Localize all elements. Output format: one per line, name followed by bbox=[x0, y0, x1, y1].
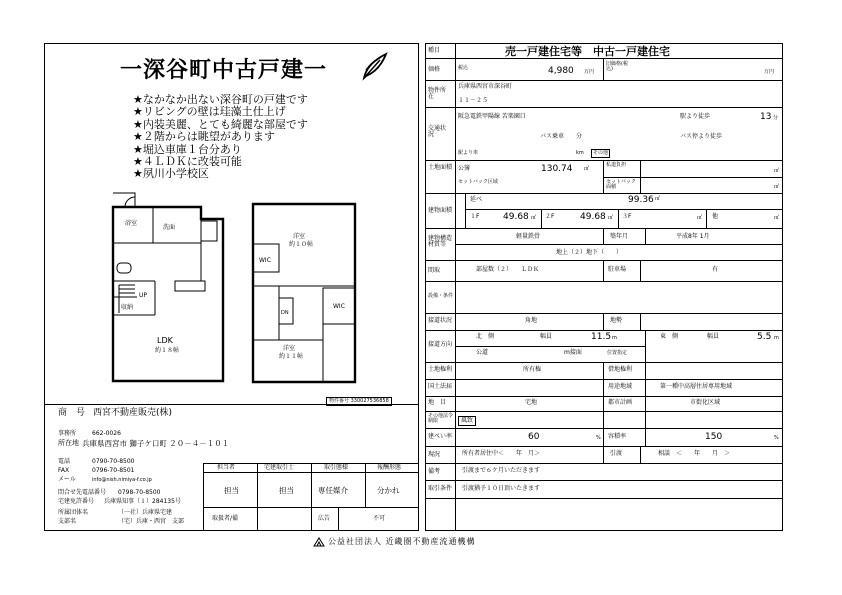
flyer-title: 一深谷町中古戸建一 bbox=[120, 58, 328, 83]
total-label: 延べ bbox=[470, 196, 483, 203]
deal-value-mode: 専任媒介 bbox=[318, 486, 348, 495]
walk-unit: 分 bbox=[773, 115, 779, 121]
leaf-icon bbox=[360, 48, 390, 82]
bus-walk: バス停より徒歩 bbox=[680, 133, 723, 140]
fax-label: FAX bbox=[58, 467, 70, 474]
label-bcr: 建ぺい率 bbox=[428, 433, 453, 440]
deal-header-mode: 取引態様 bbox=[324, 464, 349, 471]
svg-text:浴室: 浴室 bbox=[125, 220, 138, 227]
bcr-value: 60 bbox=[528, 432, 540, 442]
road2-dir: 東 側 bbox=[660, 333, 679, 340]
land-area-value: 130.74 bbox=[541, 164, 573, 174]
built-value: 平成8年 1月 bbox=[676, 233, 710, 240]
svg-text:収納: 収納 bbox=[121, 304, 134, 311]
land-category-value: 宅地 bbox=[525, 399, 538, 406]
other-area-label: 他 bbox=[712, 213, 719, 220]
deal-value-staff: 担当 bbox=[224, 486, 239, 495]
f3-label: ３F bbox=[622, 213, 632, 220]
mail-value: info@nish.nimiya-f.co.jp bbox=[92, 477, 152, 483]
doc-number: 物件番号 330027536858 bbox=[326, 397, 392, 406]
label-land-area: 土地面積 bbox=[428, 164, 453, 171]
deal-value-fee: 分かれ bbox=[377, 486, 400, 495]
svg-text:約１１帖: 約１１帖 bbox=[279, 353, 304, 360]
f3-unit: ㎡ bbox=[697, 215, 703, 221]
zoning-label: 用途地域 bbox=[608, 383, 633, 390]
label-national-law: 国土法届 bbox=[428, 383, 453, 390]
svg-text:UP: UP bbox=[139, 292, 148, 299]
license-value: 兵庫県知事（１）284135号 bbox=[104, 498, 181, 505]
agent-remark-label: 取扱者/備 bbox=[212, 515, 239, 522]
tel-value: 0790-70-8500 bbox=[92, 458, 135, 465]
other-traffic: その他 bbox=[593, 150, 609, 156]
svg-text:WIC: WIC bbox=[259, 257, 271, 264]
price-value: 4,980 bbox=[548, 66, 574, 76]
address-line1: 兵庫県西宮市深谷町 bbox=[458, 83, 513, 90]
price-sub: 税込 bbox=[458, 65, 469, 71]
feature-list bbox=[133, 94, 308, 181]
feature-item: ★リビングの壁は珪藻土仕上げ bbox=[133, 105, 286, 119]
floor-plan-1f bbox=[105, 185, 230, 385]
label-layout: 間取 bbox=[428, 267, 441, 274]
label-building-area: 建物面積 bbox=[428, 207, 453, 214]
branch-value: （宅）兵庫・西宮 支部 bbox=[118, 518, 185, 525]
office-label: 事務所 bbox=[58, 430, 77, 437]
land-area-unit: ㎡ bbox=[584, 166, 590, 172]
svg-text:DN: DN bbox=[281, 310, 289, 316]
feature-item: ★４ＬＤＫに改装可能 bbox=[133, 155, 242, 169]
label-road: 接道方向 bbox=[428, 341, 453, 348]
other-restrict-value: 風致 bbox=[458, 416, 476, 426]
assoc-value: （一社）兵庫県宅建 bbox=[118, 509, 173, 516]
feature-item: ★なかなか出ない深谷町の戸建です bbox=[133, 93, 308, 106]
label-facility: 設備・条件 bbox=[428, 293, 454, 299]
svg-text:洗面: 洗面 bbox=[163, 224, 176, 231]
prev-price-unit: 万円 bbox=[764, 69, 775, 75]
label-land-right: 土地権利 bbox=[428, 366, 453, 373]
setback-area-label: セットバック区域 bbox=[458, 179, 498, 185]
walk-value: 13 bbox=[760, 112, 772, 122]
footer-org: 公益社団法人 近畿圏不動産流通機構 bbox=[328, 537, 476, 546]
label-type: 種目 bbox=[428, 47, 441, 54]
svg-text:約１８帖: 約１８帖 bbox=[155, 347, 180, 354]
zoning-value: 第一種中高層住居専用地域 bbox=[660, 383, 733, 390]
label-remarks: 備考 bbox=[428, 468, 441, 475]
feature-item: ★内装美麗、とても綺麗な部屋です bbox=[133, 117, 308, 131]
trade-cond-value: 引渡猶予１０日頂いたきます bbox=[462, 485, 541, 492]
label-traffic: 交通状況 bbox=[428, 125, 447, 138]
svg-text:約１０帖: 約１０帖 bbox=[289, 241, 314, 248]
mail-label: メール bbox=[58, 476, 76, 483]
deal-value-agent: 担当 bbox=[279, 486, 294, 495]
parking-label: 駐車場 bbox=[608, 266, 627, 273]
ad-value: 不可 bbox=[373, 515, 386, 522]
total-unit: ㎡ bbox=[655, 196, 661, 202]
land-shape-label: 地勢 bbox=[610, 317, 623, 324]
road1-dir: 北 側 bbox=[476, 333, 495, 340]
f1-unit: ㎡ bbox=[531, 215, 537, 221]
lease-label: 借地権利 bbox=[608, 366, 633, 373]
feature-item: ★夙川小学校区 bbox=[133, 167, 209, 181]
f1-value: 49.68 bbox=[503, 212, 529, 222]
label-structure: 建物構造材質等 bbox=[428, 235, 453, 248]
road1-unit: m bbox=[612, 335, 617, 341]
office-zip: 662-0026 bbox=[92, 430, 121, 437]
label-other-restrict: その他法令制限 bbox=[428, 413, 454, 424]
m2-b: ㎡ bbox=[774, 184, 780, 190]
private-road-label: 私道負担 bbox=[606, 162, 627, 168]
address-line2: １１－２５ bbox=[458, 97, 489, 104]
ad-label: 広告 bbox=[318, 515, 331, 522]
assoc-label: 所属団体名 bbox=[58, 509, 89, 516]
setback-label: セットバック面積 bbox=[606, 179, 636, 190]
far-unit: % bbox=[774, 435, 779, 441]
deal-header-staff: 担当者 bbox=[217, 464, 236, 471]
svg-text:洋室: 洋室 bbox=[293, 233, 306, 240]
svg-text:WIC: WIC bbox=[333, 303, 345, 310]
floor-plan-2f bbox=[245, 198, 360, 388]
total-value: 99.36 bbox=[628, 195, 654, 205]
type-value: 売一戸建住宅等 中古一戸建住宅 bbox=[505, 45, 670, 58]
label-status: 現況 bbox=[428, 451, 441, 458]
built-label: 築年月 bbox=[610, 233, 629, 240]
floors-value: 地上（２）地下（ ） bbox=[556, 249, 623, 256]
f2-value: 49.68 bbox=[580, 212, 606, 222]
location-label: 所在地 bbox=[58, 439, 79, 447]
layout-value: 部屋数（２） ＬＤＫ bbox=[476, 266, 540, 273]
public-road: 公道 bbox=[476, 349, 489, 356]
location-value: 兵庫県西宮市 獅子ケ口町 ２０－４－１０１ bbox=[82, 439, 230, 448]
svg-text:洋室: 洋室 bbox=[283, 345, 296, 352]
line-value: 阪急電鉄甲陽線 苦楽園口 bbox=[458, 113, 526, 120]
walk-label: 駅より徒歩 bbox=[680, 113, 711, 120]
label-land-status: 接道状況 bbox=[428, 317, 453, 324]
f1-label: １F bbox=[470, 213, 480, 220]
bcr-unit: % bbox=[596, 435, 601, 441]
road2-unit: m bbox=[774, 335, 779, 341]
far-value: 150 bbox=[705, 432, 723, 442]
parking-value: 有 bbox=[712, 266, 719, 273]
road2-width-label: 幅員 bbox=[707, 333, 720, 340]
far-label: 容積率 bbox=[608, 433, 627, 440]
trade-label: 商 号 bbox=[58, 408, 86, 418]
trade-name: 西宮不動産販売(株) bbox=[93, 408, 173, 418]
land-right-value: 所有権 bbox=[523, 366, 542, 373]
m2-a: ㎡ bbox=[774, 168, 780, 174]
feature-item: ★堀込車庫１台分あり bbox=[133, 142, 242, 156]
status-value: 所有者居住中＜ 年 月＞ bbox=[462, 450, 541, 457]
phone2-label: 問合せ先電話番号 bbox=[58, 489, 107, 496]
branch-label: 支部名 bbox=[58, 518, 77, 525]
road-contact: m接面 bbox=[564, 349, 582, 356]
label-land-category: 地 目 bbox=[428, 399, 447, 406]
remarks-value: 引渡まで６ケ月いただきます bbox=[462, 467, 541, 474]
deal-header-fee: 報酬形態 bbox=[377, 464, 402, 471]
land-area-type: 公簿 bbox=[458, 165, 471, 172]
from-station: 駅より車 bbox=[458, 150, 479, 156]
label-address: 物件所在 bbox=[428, 87, 447, 100]
other-area-unit: ㎡ bbox=[774, 215, 780, 221]
structure-value: 軽量鉄骨 bbox=[516, 233, 541, 240]
deal-header-agent: 宅建取引士 bbox=[264, 464, 295, 471]
label-price: 価格 bbox=[428, 66, 441, 73]
fax-value: 0796-70-8501 bbox=[92, 467, 135, 474]
road2-width: 5.5 bbox=[757, 332, 772, 342]
handover-value: 相談 ＜ 年 月 ＞ bbox=[658, 450, 731, 457]
road1-width: 11.5 bbox=[591, 332, 612, 342]
feature-item: ★２階からは眺望があります bbox=[133, 130, 275, 144]
phone2-value: 0798-70-8500 bbox=[118, 489, 161, 496]
prev-price-label: 旧価格(税込) bbox=[606, 61, 628, 72]
price-unit: 万円 bbox=[584, 69, 595, 75]
bus-ride: バス乗車 分 bbox=[540, 133, 583, 140]
logo-icon bbox=[313, 537, 325, 547]
tel-label: 電話 bbox=[58, 458, 71, 465]
city-plan-label: 都市計画 bbox=[608, 399, 633, 406]
position-label: 位置指定 bbox=[607, 350, 628, 356]
f2-unit: ㎡ bbox=[608, 215, 614, 221]
license-label: 宅建免許番号 bbox=[58, 498, 95, 505]
f2-label: ２F bbox=[545, 213, 555, 220]
handover-label: 引渡 bbox=[610, 450, 623, 457]
land-status-value: 角地 bbox=[525, 317, 538, 324]
label-trade-cond: 取引条件 bbox=[428, 485, 453, 492]
svg-text:LDK: LDK bbox=[157, 336, 173, 345]
road1-width-label: 幅員 bbox=[540, 333, 553, 340]
km-unit: km bbox=[576, 150, 584, 156]
city-plan-value: 市街化区域 bbox=[690, 399, 721, 406]
